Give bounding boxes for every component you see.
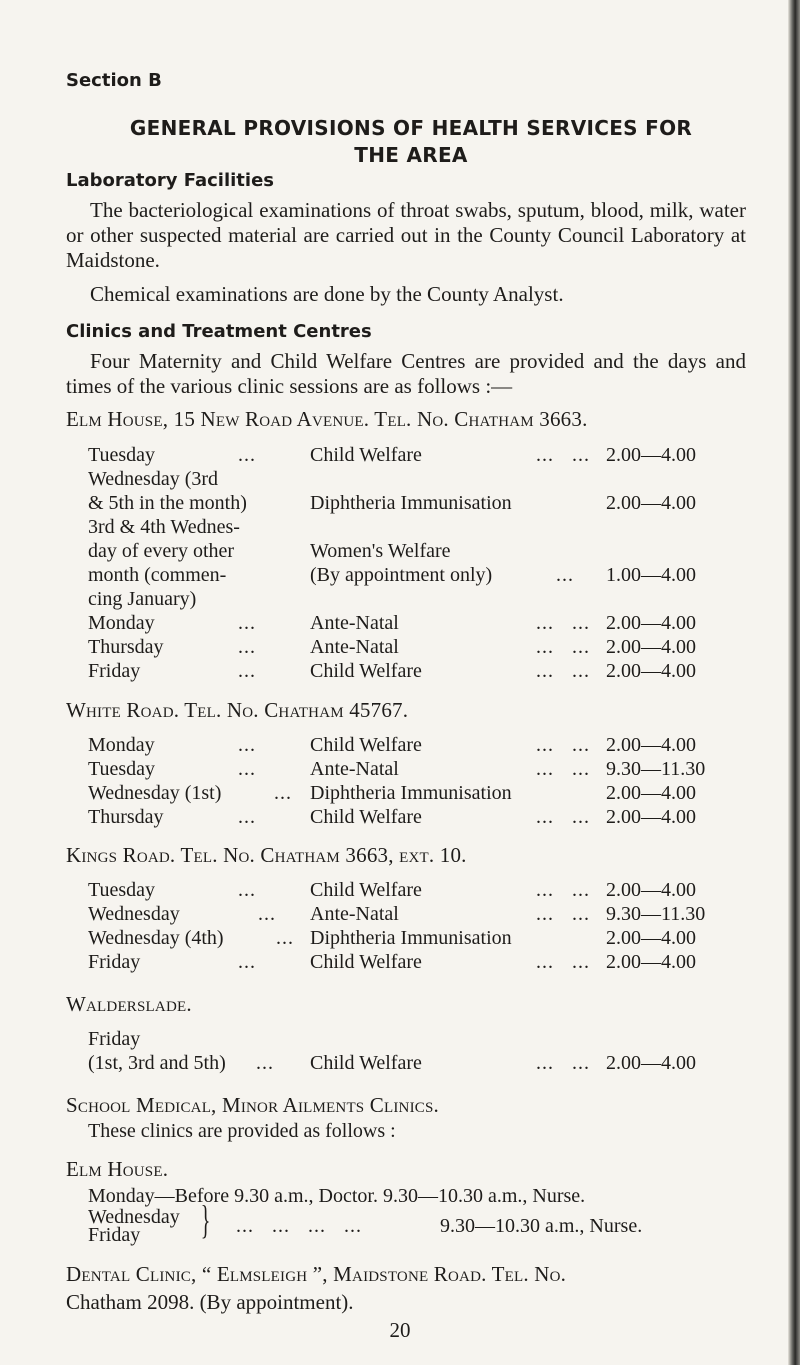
leader-dots: ... ...	[536, 612, 590, 634]
session-day: Friday	[88, 660, 141, 682]
session-day: Tuesday	[88, 879, 156, 901]
leader-dots: ...	[238, 612, 256, 634]
session-service: Child Welfare	[310, 734, 422, 756]
session-time: 2.00—4.00	[606, 612, 696, 634]
session-service: Ante-Natal	[310, 612, 399, 634]
table-row	[88, 806, 748, 834]
session-time: 2.00—4.00	[606, 734, 696, 756]
leader-dots: ...	[258, 903, 276, 925]
leader-dots: ... ...	[536, 734, 590, 756]
session-service: Child Welfare	[310, 1052, 422, 1074]
session-time: 2.00—4.00	[606, 492, 696, 514]
session-time: 2.00—4.00	[606, 444, 696, 466]
table-row	[88, 1052, 748, 1080]
session-service: Ante-Natal	[310, 903, 399, 925]
session-day: Monday	[88, 734, 155, 756]
page-title-line-2: THE AREA	[354, 143, 468, 167]
leader-dots: ...	[238, 734, 256, 756]
elm-house-heading: Elm House, 15 New Road Avenue. Tel. No. Chatham 3663.	[66, 407, 588, 431]
session-service: Diphtheria Immunisation	[310, 927, 512, 949]
session-time: 9.30—11.30	[606, 903, 706, 925]
leader-dots: ... ...	[536, 444, 590, 466]
brace-glyph: }	[200, 1197, 211, 1242]
session-day: Monday	[88, 612, 155, 634]
page-number: 20	[389, 1318, 411, 1342]
session-day: Friday	[88, 951, 141, 973]
dental-clinic-line-1: Dental Clinic, “ Elmsleigh ”, Maidstone Road. Tel. No.	[66, 1262, 567, 1286]
leader-dots: ...	[238, 636, 256, 658]
leader-dots: ...	[238, 879, 256, 901]
leader-dots: ...	[238, 806, 256, 828]
session-service: Child Welfare	[310, 444, 422, 466]
school-monday-line: Monday—Before 9.30 a.m., Doctor. 9.30—10.30 a.m., Nurse.	[88, 1185, 586, 1207]
session-service: Diphtheria Immunisation	[310, 782, 512, 804]
dental-clinic-line-2: Chatham 2098. (By appointment).	[66, 1290, 354, 1314]
leader-dots: ...	[238, 758, 256, 780]
session-time: 9.30—11.30	[606, 758, 706, 780]
leader-dots: ... ...	[536, 806, 590, 828]
session-time: 2.00—4.00	[606, 660, 696, 682]
session-time: 1.00—4.00	[606, 564, 696, 586]
walderslade-heading: Walderslade.	[66, 992, 192, 1016]
session-service: Women's Welfare	[310, 540, 451, 562]
session-service: Child Welfare	[310, 806, 422, 828]
leader-dots: ... ...	[536, 903, 590, 925]
lab-paragraph-2: Chemical examinations are done by the County Analyst.	[90, 282, 564, 306]
session-service: Child Welfare	[310, 660, 422, 682]
session-day: cing January)	[88, 588, 197, 610]
leader-dots: ... ...	[536, 951, 590, 973]
session-day: Thursday	[88, 636, 164, 658]
session-time: 2.00—4.00	[606, 1052, 696, 1074]
leader-dots: ...	[556, 564, 574, 586]
white-road-heading: White Road. Tel. No. Chatham 45767.	[66, 698, 409, 722]
session-day: Wednesday (1st)	[88, 782, 222, 804]
session-service: Diphtheria Immunisation	[310, 492, 512, 514]
table-row	[88, 951, 748, 979]
session-time: 2.00—4.00	[606, 879, 696, 901]
clinics-heading: Clinics and Treatment Centres	[66, 321, 372, 342]
leader-dots: ... ...	[536, 1052, 590, 1074]
kings-road-heading: Kings Road. Tel. No. Chatham 3663, ext. 10.	[66, 843, 467, 867]
school-elm-house-heading: Elm House.	[66, 1157, 169, 1181]
session-day: Friday	[88, 1028, 141, 1050]
session-day: Wednesday (3rd	[88, 468, 219, 490]
school-medical-heading: School Medical, Minor Ailments Clinics.	[66, 1093, 439, 1117]
leader-dots: ...	[274, 782, 292, 804]
clinics-intro: Four Maternity and Child Welfare Centres are provided and the days and times of the various clinic sessions are as follows :—	[66, 349, 746, 398]
leader-dots: ...	[238, 660, 256, 682]
session-day: Thursday	[88, 806, 164, 828]
session-time: 2.00—4.00	[606, 927, 696, 949]
leader-dots: ...	[256, 1052, 274, 1074]
leader-dots: ...	[276, 927, 294, 949]
page-title-line-1: GENERAL PROVISIONS OF HEALTH SERVICES FOR	[129, 116, 693, 140]
leader-dots: ... ...	[536, 636, 590, 658]
leader-dots: ... ...	[536, 879, 590, 901]
session-service: Ante-Natal	[310, 758, 399, 780]
session-time: 2.00—4.00	[606, 636, 696, 658]
session-day: Tuesday	[88, 444, 156, 466]
session-day: (1st, 3rd and 5th)	[88, 1052, 226, 1074]
session-time: 2.00—4.00	[606, 806, 696, 828]
page-edge-shadow	[788, 0, 800, 1365]
session-day: Tuesday	[88, 758, 156, 780]
table-row	[88, 660, 748, 688]
session-service: Child Welfare	[310, 951, 422, 973]
session-service: Ante-Natal	[310, 636, 399, 658]
session-time: 2.00—4.00	[606, 782, 696, 804]
leader-dots: ...	[238, 951, 256, 973]
session-day: & 5th in the month)	[88, 492, 247, 514]
leader-dots: ...	[238, 444, 256, 466]
session-day: 3rd & 4th Wednes-	[88, 516, 240, 538]
leader-dots: ... ...	[536, 660, 590, 682]
session-day: Wednesday	[88, 903, 180, 925]
session-day: day of every other	[88, 540, 235, 562]
school-wednesday-label: Wednesday	[88, 1206, 180, 1228]
school-intro: These clinics are provided as follows :	[88, 1120, 396, 1142]
leader-dots: ... ... ... ...	[236, 1215, 362, 1237]
leader-dots: ... ...	[536, 758, 590, 780]
session-day: Wednesday (4th)	[88, 927, 224, 949]
school-wed-fri-time: 9.30—10.30 a.m., Nurse.	[440, 1215, 643, 1237]
session-day: month (commen-	[88, 564, 227, 586]
section-label: Section B	[66, 70, 162, 91]
school-friday-label: Friday	[88, 1224, 141, 1246]
session-time: 2.00—4.00	[606, 951, 696, 973]
session-service: (By appointment only)	[310, 564, 493, 586]
lab-heading: Laboratory Facilities	[66, 170, 275, 191]
lab-paragraph-1: The bacteriological examinations of throat swabs, sputum, blood, milk, water or other suspected material are carried out in the County Council Laboratory at Maidstone.	[66, 198, 746, 272]
session-service: Child Welfare	[310, 879, 422, 901]
